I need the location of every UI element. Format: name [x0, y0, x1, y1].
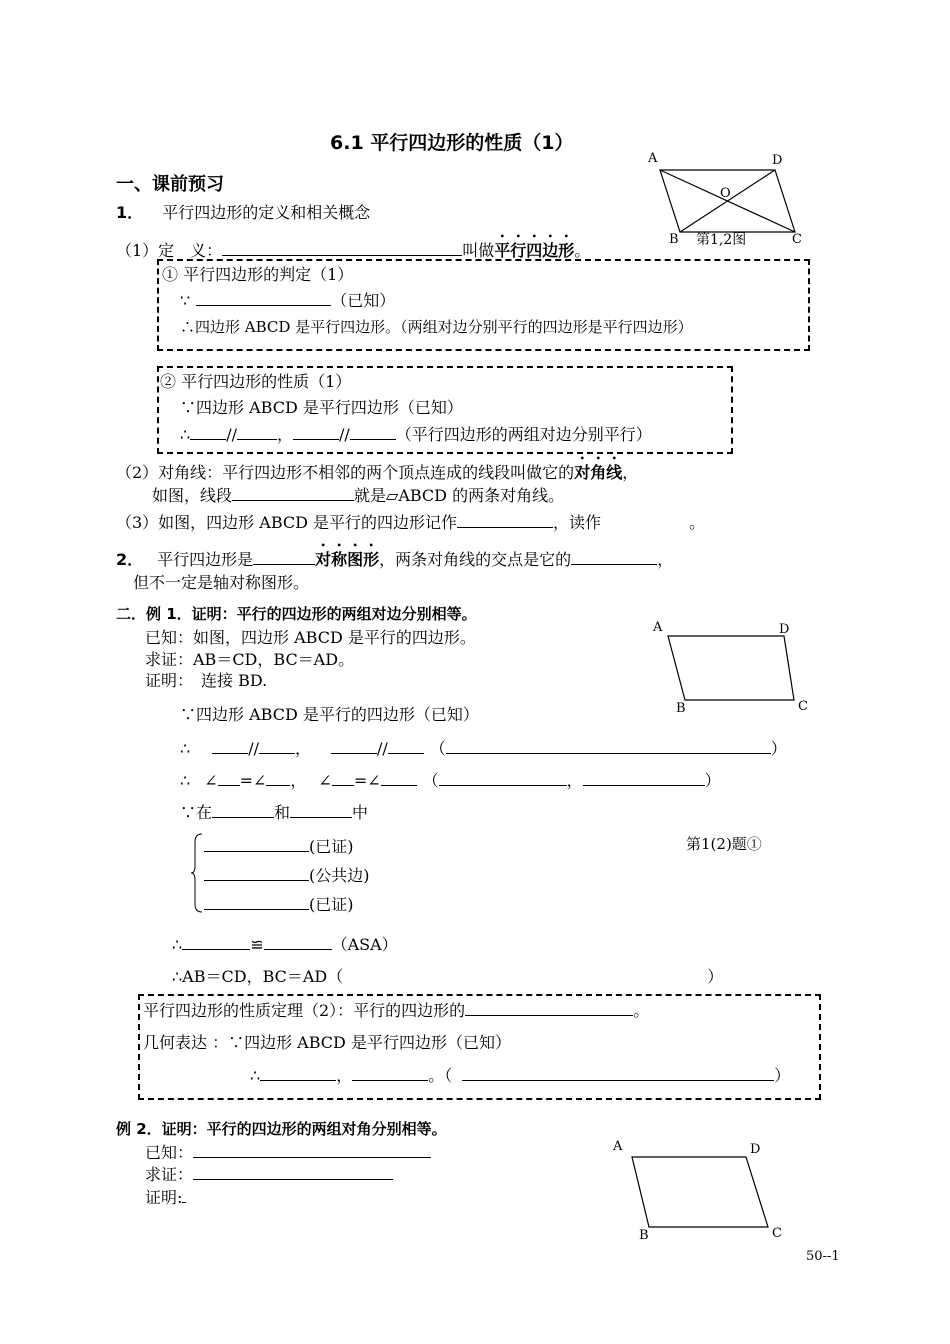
- box1-line1: ① 平行四边形的判定（1）: [162, 265, 354, 284]
- fig3-label-a: A: [613, 1139, 623, 1154]
- diagonal-text: （2）对角线：平行四边形不相邻的两个顶点连成的线段叫做它的: [116, 463, 575, 482]
- item-2-term: 对称图形: [315, 550, 380, 569]
- box3-comma: ，: [336, 1066, 353, 1085]
- ex1-step-6: [172, 964, 723, 987]
- figure-3-parallelogram: [620, 1150, 780, 1235]
- brace-reason-2: (公共边): [309, 866, 370, 885]
- notation-end: 。: [689, 513, 706, 532]
- item-1-number: 1．: [116, 203, 144, 222]
- example-1-proof: 证明： 连接 BD.: [145, 671, 268, 690]
- ex1-s2-blank-4[interactable]: [388, 737, 424, 754]
- page-number: 50--1: [806, 1249, 840, 1264]
- ex2-given-label: 已知：: [145, 1143, 194, 1162]
- diagonal2-blank[interactable]: [232, 484, 354, 501]
- figure-2-parallelogram: [660, 630, 810, 710]
- ex1-s2-close: ）: [770, 739, 787, 758]
- ex1-s4-in: ∵在: [180, 803, 213, 822]
- fig3-label-d: D: [750, 1142, 761, 1157]
- ex1-s5-therefore: ∴: [172, 935, 183, 954]
- fig2-label-b: B: [676, 701, 686, 716]
- box3-blank-2[interactable]: [352, 1064, 428, 1081]
- diagonal-end: ，: [622, 463, 639, 482]
- notation-text-a: （3）如图，四边形 ABCD 是平行的四边形记作: [116, 513, 458, 532]
- ex1-step-4: [180, 800, 368, 823]
- brace-reason-1: (已证): [309, 837, 354, 856]
- item-2: [116, 541, 673, 570]
- item-1: [116, 200, 370, 223]
- box3-blank[interactable]: [465, 999, 633, 1016]
- box1-because: ∵: [180, 291, 191, 310]
- box2-reason: （平行四边形的两组对边分别平行）: [395, 425, 652, 444]
- ex2-proof-blank[interactable]: [182, 1186, 186, 1203]
- ex1-s2-blank-3[interactable]: [331, 737, 377, 754]
- ex1-s5-congruent: ≌: [250, 935, 264, 954]
- ex1-s3-open: （: [422, 771, 439, 790]
- ex2-proof-label: 证明:: [145, 1188, 183, 1207]
- box2-parallel-2: //: [338, 425, 350, 444]
- box2-line1: ② 平行四边形的性质（1）: [160, 372, 352, 391]
- ex1-s3-blank-2[interactable]: [266, 769, 290, 786]
- ex1-s3-close: ）: [704, 771, 721, 790]
- ex2-given-blank[interactable]: [193, 1141, 431, 1158]
- box2-line3: [180, 422, 652, 445]
- brace-blank-2[interactable]: [204, 864, 309, 881]
- ex1-s3-blank-1[interactable]: [218, 769, 240, 786]
- ex1-s3-reason-1[interactable]: [439, 769, 567, 786]
- notation-text-b: ，读作: [553, 513, 602, 532]
- item-notation: [116, 510, 705, 533]
- diagonal-term: 对角线: [574, 463, 623, 482]
- ex1-s3-angle-1: ∠: [204, 771, 218, 790]
- item-2-line-2: 但不一定是轴对称图形。: [133, 573, 310, 592]
- ex1-s4-and: 和: [274, 803, 291, 822]
- ex1-step-3: [180, 768, 721, 791]
- ex1-s4-middle: 中: [352, 803, 369, 822]
- item-2-blank-2[interactable]: [571, 548, 657, 565]
- box2-parallel-1: //: [226, 425, 237, 444]
- box2-blank-3[interactable]: [293, 423, 339, 440]
- ex1-s3-blank-4[interactable]: [381, 769, 417, 786]
- item-2-text-a: 平行四边形是: [157, 550, 254, 569]
- ex1-s5-blank-2[interactable]: [264, 933, 332, 950]
- box2-comma: ，: [276, 425, 293, 444]
- fig3-label-c: C: [772, 1226, 782, 1241]
- example-1-given: 已知：如图，四边形 ABCD 是平行的四边形。: [145, 628, 476, 647]
- box1-known: （已知）: [331, 291, 396, 310]
- box2-blank-4[interactable]: [350, 423, 396, 440]
- ex1-s2-open: （: [429, 739, 446, 758]
- ex1-s6-close: ）: [707, 967, 724, 986]
- ex1-step-5: [172, 932, 398, 955]
- ex1-figure-caption: 第1(2)题①: [686, 835, 762, 853]
- item-2-blank-1[interactable]: [253, 548, 315, 565]
- ex1-s2-blank-2[interactable]: [259, 737, 295, 754]
- brace-reason-3: (已证): [309, 895, 354, 914]
- box3-line1: [143, 998, 649, 1021]
- ex1-s3-eq-2: =∠: [353, 771, 381, 790]
- fig1-label-c: C: [792, 232, 802, 247]
- diagonal-line: [116, 454, 638, 483]
- ex1-s2-therefore: ∴: [180, 739, 191, 758]
- brace-blank-3[interactable]: [204, 893, 309, 910]
- ex1-s3-blank-3[interactable]: [332, 769, 354, 786]
- example-2-given: [145, 1140, 431, 1163]
- box3-reason[interactable]: [462, 1064, 774, 1081]
- fig1-caption: 第1,2图: [696, 232, 747, 248]
- box1-line2: [180, 288, 395, 311]
- ex1-s5-asa: （ASA）: [331, 935, 398, 954]
- page-title: 6.1 平行四边形的性质（1）: [330, 132, 574, 154]
- definition-term: 平行四边形: [494, 241, 575, 260]
- ex2-prove-blank[interactable]: [193, 1163, 393, 1180]
- ex1-s4-blank-2[interactable]: [290, 801, 352, 818]
- fig1-label-b: B: [669, 232, 679, 247]
- box3-line3: [250, 1063, 790, 1086]
- ex1-s2-parallel-2: //: [376, 739, 388, 758]
- definition-mid: 叫做: [462, 241, 495, 260]
- brace-line-3: [204, 892, 354, 915]
- ex1-s3-comma: ，: [290, 771, 307, 790]
- item-2-end: ，: [657, 550, 674, 569]
- notation-blank[interactable]: [457, 511, 553, 528]
- example-2-proof: [145, 1185, 186, 1208]
- ex1-s3-eq-1: =∠: [239, 771, 267, 790]
- ex1-s3-angle-2: ∠: [318, 771, 332, 790]
- ex1-step-2: [180, 736, 787, 759]
- box3-open: 。（: [428, 1066, 453, 1085]
- example-2-prove: [145, 1162, 393, 1185]
- item-2-number: 2．: [116, 550, 144, 569]
- ex1-s5-blank-1[interactable]: [182, 933, 250, 950]
- fig2-label-a: A: [653, 620, 663, 635]
- definition-prefix: （1）定 义：: [116, 241, 223, 260]
- definition-end: 。: [574, 241, 591, 260]
- item-2-text-b: ，两条对角线的交点是它的: [379, 550, 572, 569]
- section-1-heading: 一、课前预习: [116, 174, 224, 195]
- definition-line: [116, 232, 590, 261]
- example-2-heading: 例 2．证明：平行的四边形的两组对角分别相等。: [116, 1120, 447, 1138]
- ex1-s6-text: ∴AB＝CD，BC＝AD（: [172, 967, 344, 986]
- diagonal-line-2: [152, 483, 564, 506]
- item-1-text: 平行四边形的定义和相关概念: [162, 203, 371, 222]
- diagonal2-text-a: 如图，线段: [152, 486, 233, 505]
- ex1-s2-comma: ，: [294, 739, 311, 758]
- ex1-s2-parallel-1: //: [248, 739, 259, 758]
- box3-line2: 几何表达 ：∵四边形 ABCD 是平行四边形（已知）: [143, 1033, 511, 1052]
- definition-blank[interactable]: [222, 239, 462, 256]
- brace-line-2: [204, 863, 370, 886]
- box3-close: ）: [774, 1066, 791, 1085]
- brace-blank-1[interactable]: [204, 835, 309, 852]
- box2-blank-2[interactable]: [237, 423, 277, 440]
- fig2-label-c: C: [798, 699, 808, 714]
- ex1-s2-blank-1[interactable]: [212, 737, 248, 754]
- diagonal2-text-b: 就是▱ABCD 的两条对角线。: [354, 486, 565, 505]
- fig1-label-d: D: [772, 153, 783, 168]
- box3-therefore: ∴: [250, 1066, 261, 1085]
- example-1-heading: 二．例 1．证明：平行的四边形的两组对边分别相等。: [116, 605, 477, 623]
- example-1-prove: 求证：AB＝CD，BC＝AD。: [145, 650, 355, 669]
- ex2-prove-label: 求证：: [145, 1165, 194, 1184]
- box2-therefore: ∴: [180, 425, 191, 444]
- brace-line-1: [204, 834, 354, 857]
- ex1-s3-sep: ，: [566, 771, 583, 790]
- ex1-s3-therefore: ∴: [180, 771, 191, 790]
- fig1-label-o: O: [720, 186, 731, 201]
- box3-blank-1[interactable]: [260, 1064, 336, 1081]
- ex1-s2-reason[interactable]: [446, 737, 771, 754]
- ex1-s3-reason-2[interactable]: [583, 769, 705, 786]
- box3-end: 。: [633, 1001, 650, 1020]
- ex1-s4-blank-1[interactable]: [212, 801, 274, 818]
- box1-line3: ∴四边形 ABCD 是平行四边形。（两组对边分别平行的四边形是平行四边形）: [180, 318, 693, 336]
- ex1-step-1: ∵四边形 ABCD 是平行的四边形（已知）: [180, 705, 479, 724]
- brace: [190, 832, 204, 914]
- box2-blank-1[interactable]: [190, 423, 226, 440]
- fig3-label-b: B: [639, 1228, 649, 1243]
- box2-line2: ∵四边形 ABCD 是平行四边形（已知）: [180, 398, 463, 417]
- box1-blank[interactable]: [196, 289, 331, 306]
- fig2-label-d: D: [779, 622, 790, 637]
- fig1-label-a: A: [648, 151, 658, 166]
- box3-text: 平行四边形的性质定理（2）：平行的四边形的: [143, 1001, 466, 1020]
